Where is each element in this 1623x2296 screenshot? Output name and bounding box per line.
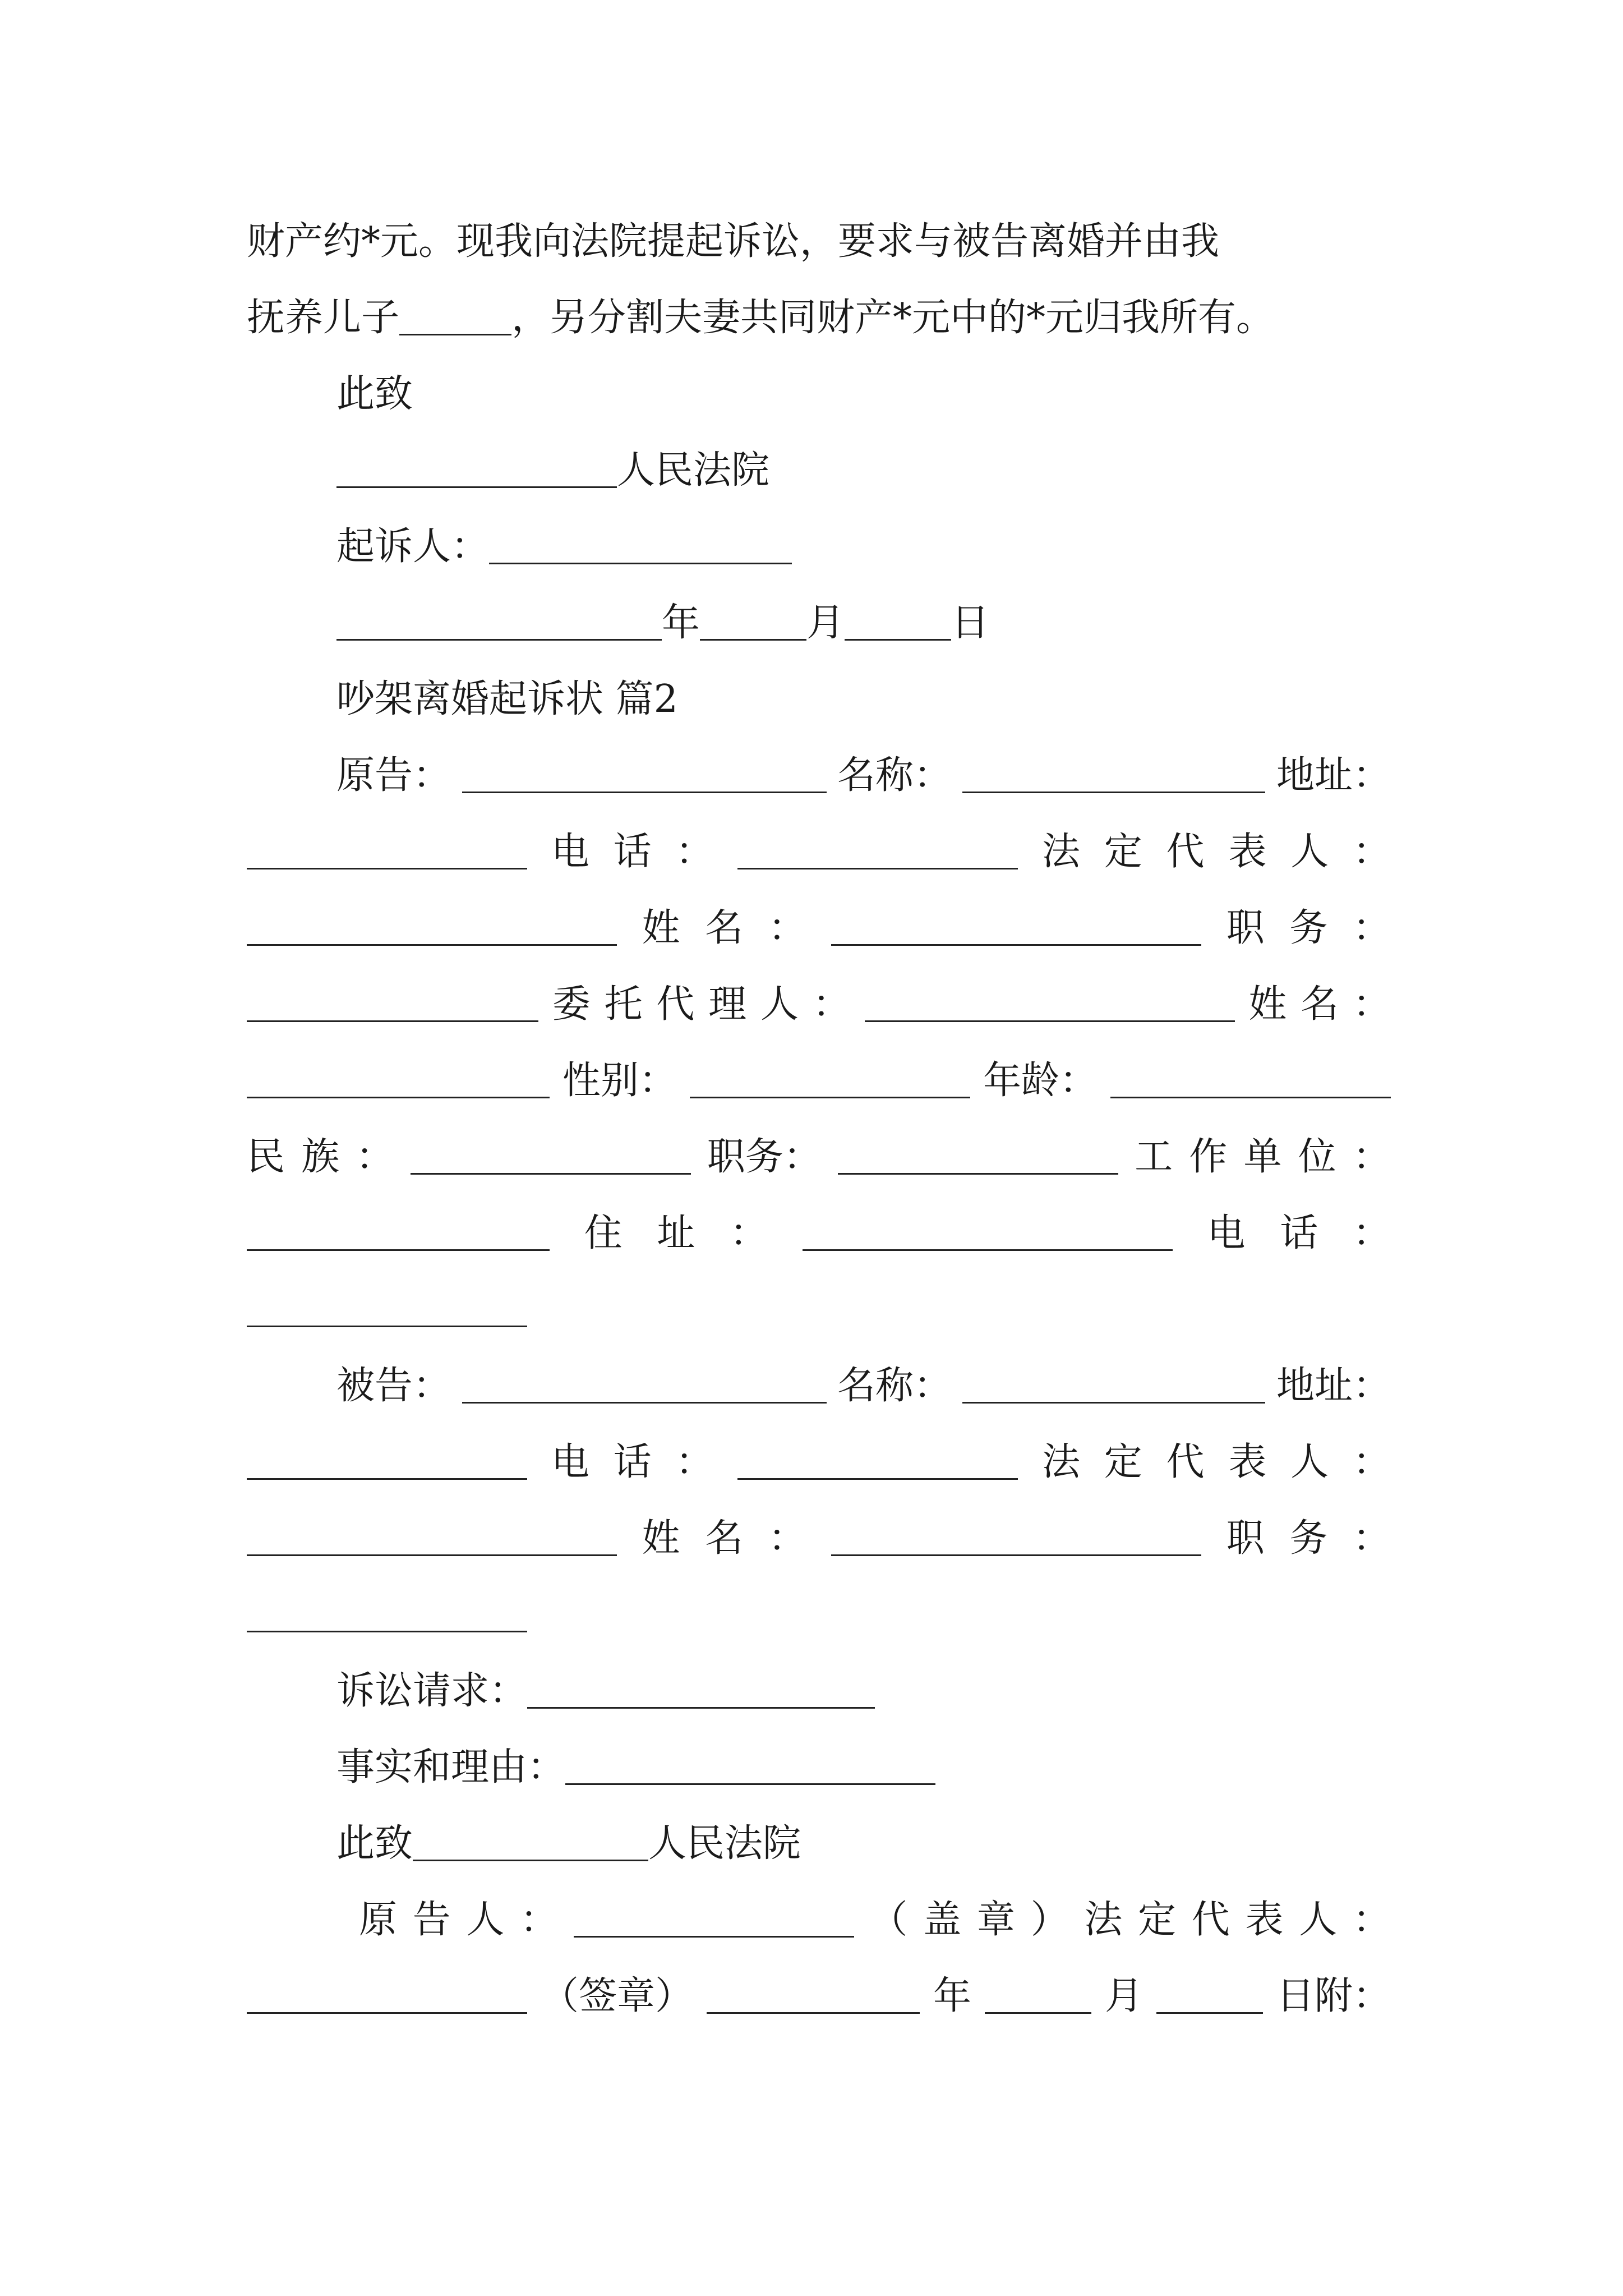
agent-label: 理 — [708, 982, 747, 1027]
name-label: 名 — [705, 1516, 744, 1561]
name-label: 名称： — [837, 753, 952, 798]
agent-label: 代 — [656, 982, 695, 1027]
phone-label: 话 — [613, 1440, 652, 1484]
ethnic-blank[interactable] — [411, 1140, 691, 1175]
workplace-label: 单 — [1243, 1135, 1282, 1179]
plaintiff-blank[interactable] — [489, 530, 792, 564]
signature-label: （签章） — [540, 1974, 693, 2018]
phone-label: 电 — [551, 830, 589, 874]
body-text: 抚养儿子 — [247, 296, 400, 340]
plaintiff-line — [336, 516, 1391, 578]
legal-rep-sign-blank[interactable] — [247, 1980, 527, 2014]
claims-label: 诉讼请求： — [336, 1669, 528, 1713]
year-label: 年 — [662, 601, 700, 645]
phone-blank[interactable] — [737, 835, 1018, 869]
plaintiff-row — [336, 745, 1391, 807]
month-label: 月 — [1104, 1974, 1143, 2018]
phone-label: 电 — [1207, 1211, 1246, 1255]
year-label: 年 — [933, 1974, 971, 2018]
ethnic-label: 民 — [247, 1135, 285, 1179]
signature-date-row — [247, 1966, 1391, 2027]
legal-rep-label: 法 — [1041, 830, 1080, 874]
workplace-label: 位 — [1298, 1135, 1336, 1179]
legal-rep-label: 表 — [1245, 1898, 1284, 1942]
agent-label: 托 — [604, 982, 643, 1027]
court-line — [336, 440, 1391, 501]
title-label: 务 — [1289, 1516, 1328, 1561]
yuangao-label: 原告： — [336, 753, 451, 798]
name-label: ： — [768, 1516, 806, 1561]
beigao-label: 被告： — [336, 1364, 451, 1408]
agent-label: ： — [812, 982, 851, 1027]
gender-blank[interactable] — [690, 1064, 970, 1098]
salutation — [336, 364, 1391, 425]
position-blank[interactable] — [247, 988, 538, 1022]
plaintiff-row — [247, 1050, 1391, 1112]
legal-rep-label: 表 — [1228, 1440, 1267, 1484]
plaintiff-row — [247, 898, 1391, 959]
title-label: ： — [1352, 1516, 1391, 1561]
court-blank[interactable] — [336, 454, 617, 488]
year-blank[interactable] — [707, 1980, 920, 2014]
claims-blank[interactable] — [527, 1674, 875, 1709]
plaintiff-row — [247, 1203, 1391, 1264]
name-label: 名称： — [837, 1364, 952, 1408]
legal-rep-label: 人 — [1290, 1440, 1329, 1484]
ethnic-label: ： — [356, 1135, 394, 1179]
address-label: 地址： — [1276, 1364, 1391, 1408]
month-blank[interactable] — [985, 1980, 1091, 2014]
legal-rep-label: 人 — [1299, 1898, 1338, 1942]
signer-label: 人 — [466, 1898, 505, 1942]
phone-blank[interactable] — [737, 1446, 1018, 1480]
legal-rep-label: 表 — [1228, 830, 1267, 874]
person-name-blank[interactable] — [831, 1522, 1201, 1556]
name-label: 姓 — [642, 1516, 680, 1561]
legal-rep-blank[interactable] — [247, 912, 617, 946]
workplace-label: 工 — [1135, 1135, 1173, 1179]
name-label: ： — [768, 906, 806, 950]
phone-label: ： — [675, 830, 714, 874]
day-blank[interactable] — [845, 606, 951, 641]
phone-label: 话 — [613, 830, 652, 874]
agent-label: 人 — [760, 982, 799, 1027]
paragraph-line — [247, 287, 1391, 349]
blank-field[interactable] — [399, 301, 511, 335]
claims-line — [336, 1660, 1391, 1722]
position2-blank[interactable] — [838, 1140, 1118, 1175]
defendant-row — [247, 1584, 1391, 1646]
person-name-blank[interactable] — [831, 912, 1201, 946]
gender-label: 性别： — [562, 1059, 677, 1103]
phone2-blank[interactable] — [247, 1293, 527, 1327]
plaintiff-name-blank[interactable] — [462, 759, 827, 793]
legal-rep-label: 代 — [1166, 1440, 1205, 1484]
month-label: 月 — [806, 601, 845, 645]
workplace-blank[interactable] — [247, 1217, 550, 1251]
name-label: ： — [1352, 982, 1391, 1027]
cizhi-text: 此致 — [336, 372, 413, 416]
facts-blank[interactable] — [565, 1751, 935, 1785]
legal-rep-label: 定 — [1104, 1440, 1142, 1484]
facts-label: 事实和理由： — [336, 1745, 566, 1789]
body-text: ，另分割夫妻共同财产*元中的*元归我所有。 — [511, 296, 1275, 340]
agent-name-blank[interactable] — [247, 1064, 550, 1098]
plaintiff-row — [247, 974, 1391, 1036]
workplace-label: ： — [1352, 1135, 1391, 1179]
day-attach-label: 日附： — [1276, 1974, 1391, 2018]
court-blank[interactable] — [413, 1827, 648, 1861]
defendant-row — [336, 1355, 1391, 1417]
legal-rep-label: 法 — [1084, 1898, 1123, 1942]
day-blank[interactable] — [1156, 1980, 1263, 2014]
agent-label: 委 — [552, 982, 591, 1027]
title-text: 吵架离婚起诉状 篇2 — [336, 677, 678, 721]
age-label: 年龄： — [983, 1059, 1098, 1103]
residence-blank[interactable] — [803, 1217, 1173, 1251]
court-line — [336, 1813, 1391, 1875]
phone-label: ： — [1352, 1211, 1391, 1255]
signature-row — [359, 1889, 1391, 1951]
body-text: 财产约*元。现我向法院提起诉讼，要求与被告离婚并由我 — [247, 219, 1220, 264]
legal-rep-label: 人 — [1290, 830, 1329, 874]
phone-label: ： — [675, 1440, 714, 1484]
phone-label: 电 — [551, 1440, 589, 1484]
address-blank[interactable] — [247, 835, 527, 869]
residence-label: 址 — [657, 1211, 695, 1255]
name-label: 姓 — [642, 906, 680, 950]
date-line — [336, 592, 1391, 654]
cizhi-text: 此致 — [336, 1821, 413, 1866]
workplace-label: 作 — [1189, 1135, 1228, 1179]
title-label: 职 — [1226, 1516, 1265, 1561]
seal-label: （ — [869, 1898, 908, 1942]
phone-label: 话 — [1280, 1211, 1318, 1255]
facts-line — [336, 1737, 1391, 1798]
position-blank[interactable] — [247, 1598, 527, 1632]
age-blank[interactable] — [1110, 1064, 1391, 1098]
legal-rep-label: 代 — [1166, 830, 1205, 874]
plaintiff-label: 起诉人： — [336, 524, 490, 569]
name-label: 姓 — [1248, 982, 1287, 1027]
name-label: 名 — [705, 906, 744, 950]
seal-label: 盖 — [923, 1898, 962, 1942]
name-blank[interactable] — [962, 1369, 1265, 1404]
day-label: 日 — [951, 601, 990, 645]
defendant-name-blank[interactable] — [462, 1369, 827, 1404]
legal-rep-label: ： — [1352, 1440, 1391, 1484]
residence-label: ： — [730, 1211, 768, 1255]
title-label: 职 — [1226, 906, 1265, 950]
residence-label: 住 — [584, 1211, 623, 1255]
legal-rep-label: 定 — [1104, 830, 1142, 874]
legal-rep-label: 法 — [1041, 1440, 1080, 1484]
address-blank[interactable] — [247, 1446, 527, 1480]
plaintiff-row — [247, 821, 1391, 883]
plaintiff-row — [247, 1279, 1391, 1341]
section-title — [336, 669, 1391, 730]
defendant-row — [247, 1508, 1391, 1570]
seal-label: 章 — [976, 1898, 1015, 1942]
ethnic-label: 族 — [301, 1135, 340, 1179]
signer-blank[interactable] — [574, 1903, 854, 1938]
seal-label: ） — [1030, 1898, 1069, 1942]
signer-label: 原 — [359, 1898, 398, 1942]
legal-rep-label: 定 — [1138, 1898, 1177, 1942]
month-blank[interactable] — [700, 606, 806, 641]
legal-rep-label: 代 — [1191, 1898, 1230, 1942]
plaintiff-row — [247, 1126, 1391, 1188]
paragraph-line — [247, 211, 1391, 273]
legal-rep-blank[interactable] — [247, 1522, 617, 1556]
signer-label: ： — [520, 1898, 559, 1942]
address-label: 地址： — [1276, 753, 1391, 798]
name-blank[interactable] — [962, 759, 1265, 793]
court-text: 人民法院 — [617, 448, 770, 493]
defendant-row — [247, 1432, 1391, 1493]
position-label: 职务： — [707, 1135, 822, 1179]
title-label: 务 — [1289, 906, 1328, 950]
name-label: 名 — [1301, 982, 1339, 1027]
legal-rep-label: ： — [1352, 830, 1391, 874]
signer-label: 告 — [412, 1898, 451, 1942]
year-blank[interactable] — [336, 606, 662, 641]
legal-rep-label: ： — [1352, 1898, 1391, 1942]
court-text: 人民法院 — [648, 1821, 801, 1866]
agent-blank[interactable] — [865, 988, 1235, 1022]
title-label: ： — [1352, 906, 1391, 950]
